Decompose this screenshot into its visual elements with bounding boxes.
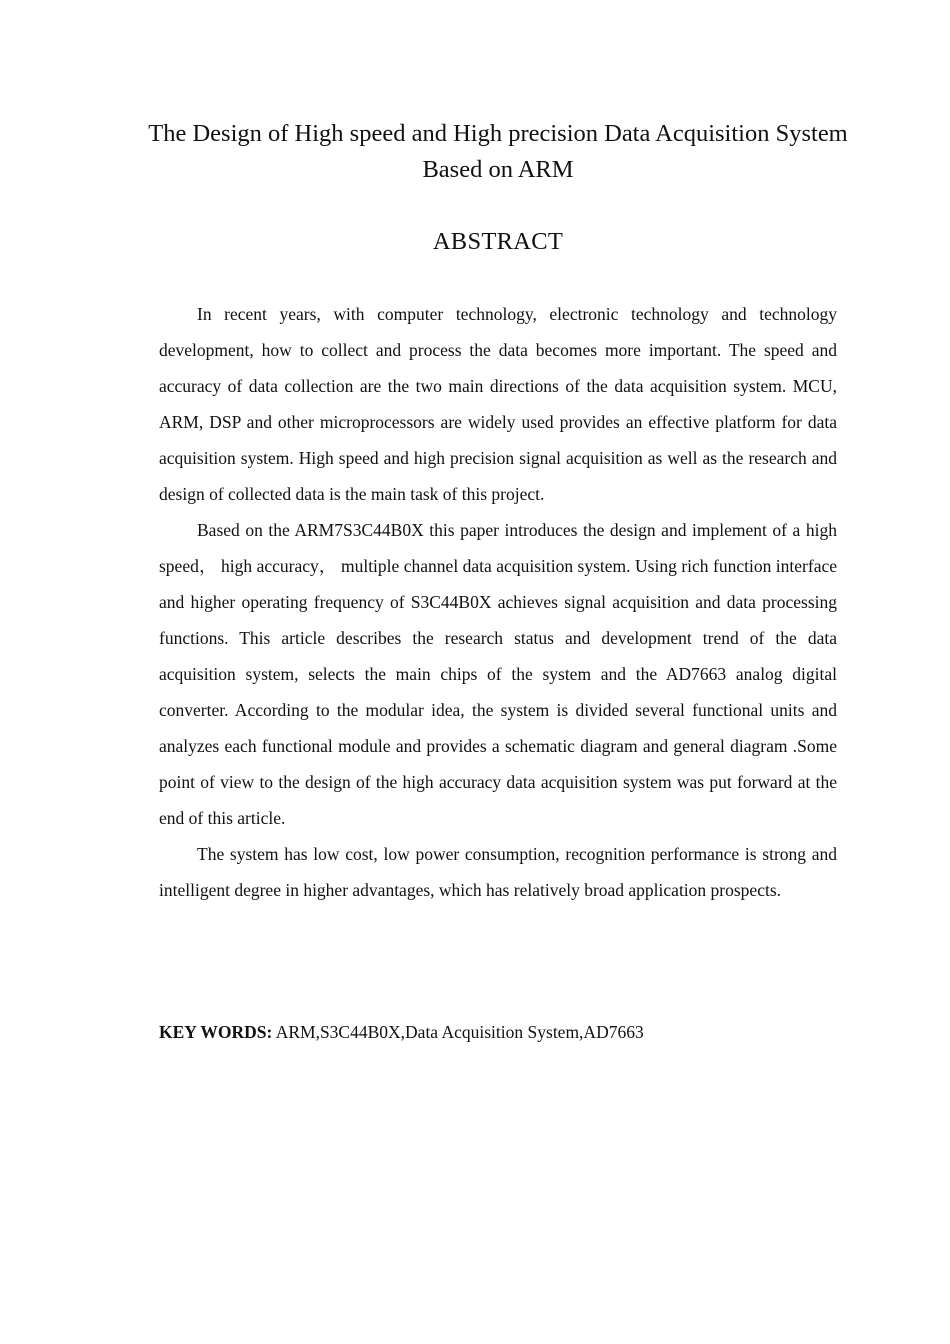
abstract-body	[159, 296, 837, 908]
keywords-line	[159, 1014, 837, 1050]
abstract-paragraph-3: The system has low cost, low power consumption, recognition performance is strong and intelligent degree in higher advantages, which has relatively broad application prospects.	[159, 844, 837, 900]
abstract-heading: ABSTRACT	[432, 228, 564, 255]
abstract-paragraph-1: In recent years, with computer technology, electronic technology and technology development, how to collect and process the data becomes more important. The speed and accuracy of data collection are the two main directions of the data acquisition system. MCU, ARM, DSP and other microprocessors are widely used provides an effective platform for data acquisition system. High speed and high precision signal acquisition as well as the research and design of collected data is the main task of this project.	[159, 304, 837, 504]
keywords-label: KEY WORDS:	[159, 1022, 273, 1042]
document-title: The Design of High speed and High precision Data Acquisition System Based on ARM	[148, 120, 848, 183]
abstract-paragraph-2: Based on the ARM7S3C44B0X this paper introduces the design and implement of a high speed， high accuracy， multiple channel data acquisition system. Using rich function interface and higher operating frequency of S3C44B0X achieves signal acquisition and data processing functions. This article describes the research status and development trend of the data acquisition system, selects the main chips of the system and the AD7663 analog digital converter. According to the modular idea, the system is divided several functional units and analyzes each functional module and provides a schematic diagram and general diagram .Some point of view to the design of the high accuracy data acquisition system was put forward at the end of this article.	[159, 520, 837, 828]
keywords-value: ARM,S3C44B0X,Data Acquisition System,AD7663	[275, 1022, 644, 1042]
